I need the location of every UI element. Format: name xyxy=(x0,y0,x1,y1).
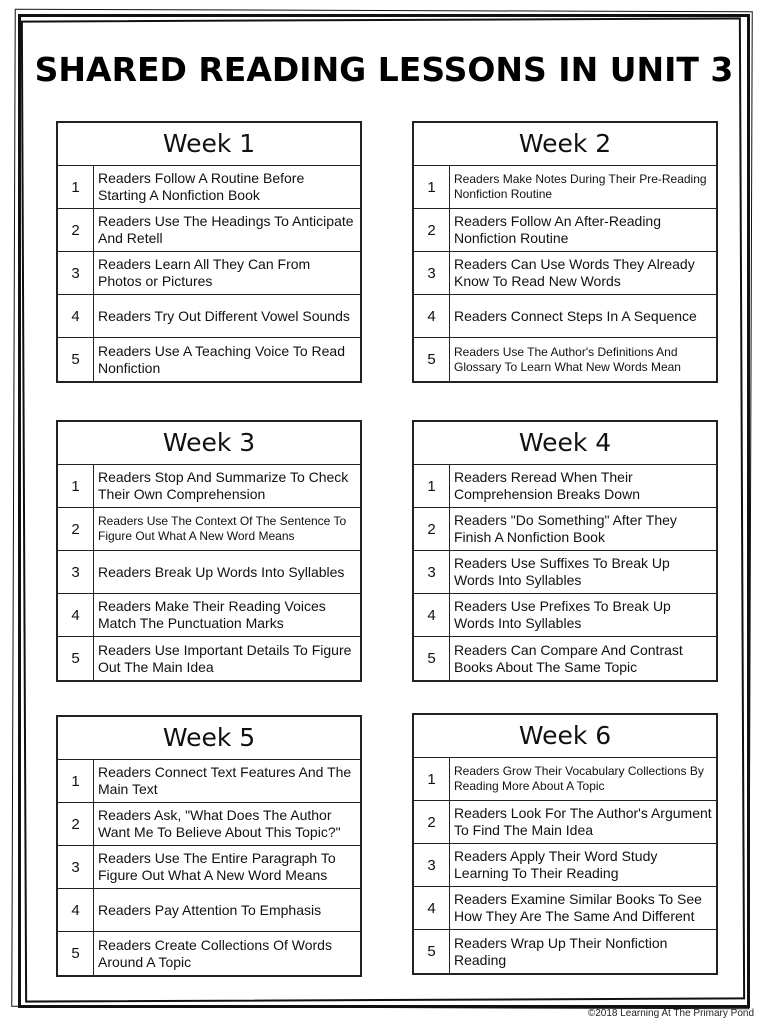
lesson-row xyxy=(58,338,360,381)
lesson-title: Readers Can Use Words They Already Know To Read New Words xyxy=(454,256,695,289)
lesson-row xyxy=(414,801,716,844)
week-table-1 xyxy=(56,121,362,383)
week-table-4 xyxy=(412,420,718,682)
lesson-row xyxy=(58,551,360,594)
lesson-number: 2 xyxy=(414,801,450,843)
week-table-3 xyxy=(56,420,362,682)
lesson-row xyxy=(414,295,716,338)
lesson-row xyxy=(414,252,716,295)
week-heading: Week 4 xyxy=(414,422,716,465)
lesson-row xyxy=(58,760,360,803)
lesson-number: 5 xyxy=(58,338,94,381)
lesson-number: 1 xyxy=(58,760,94,802)
lesson-number: 4 xyxy=(58,594,94,636)
lesson-number: 3 xyxy=(414,252,450,294)
lesson-title: Readers Use Prefixes To Break Up Words Into Syllables xyxy=(454,598,671,631)
lesson-number: 3 xyxy=(414,551,450,593)
lesson-number: 2 xyxy=(58,803,94,845)
lesson-number: 1 xyxy=(414,166,450,208)
lesson-row xyxy=(414,758,716,801)
lesson-row xyxy=(414,551,716,594)
lesson-title: Readers Follow An After-Reading Nonfiction Routine xyxy=(454,213,661,246)
lesson-title: Readers Use The Context Of The Sentence To Figure Out What A New Word Means xyxy=(98,514,347,543)
lesson-title: Readers Reread When Their Comprehension Breaks Down xyxy=(454,469,640,502)
lesson-row xyxy=(58,508,360,551)
lesson-title: Readers Grow Their Vocabulary Collections By Reading More About A Topic xyxy=(454,764,704,793)
lesson-title: Readers Wrap Up Their Nonfiction Reading xyxy=(454,934,668,968)
lesson-row xyxy=(58,252,360,295)
lesson-number: 2 xyxy=(58,508,94,550)
lesson-title: Readers Look For The Author's Argument To Find The Main Idea xyxy=(454,805,712,838)
lesson-title: Readers Follow A Routine Before Starting A Nonfiction Book xyxy=(98,170,305,203)
lesson-title: Readers Use A Teaching Voice To Read Nonfiction xyxy=(98,342,345,376)
week-table-5 xyxy=(56,715,362,977)
lesson-number: 4 xyxy=(414,295,450,337)
lesson-title: Readers Stop And Summarize To Check Their Own Comprehension xyxy=(98,469,349,502)
lesson-number: 2 xyxy=(58,209,94,251)
lesson-row xyxy=(414,844,716,887)
lesson-row xyxy=(414,508,716,551)
lesson-number: 3 xyxy=(58,252,94,294)
lesson-number: 4 xyxy=(58,295,94,337)
lesson-title: Readers Use Important Details To Figure Out The Main Idea xyxy=(98,641,352,675)
copyright-footer: ©2018 Learning At The Primary Pond xyxy=(587,1008,754,1019)
lesson-row xyxy=(414,465,716,508)
week-table-6 xyxy=(412,713,718,975)
lesson-number: 5 xyxy=(58,932,94,975)
lesson-title: Readers Break Up Words Into Syllables xyxy=(98,563,345,580)
lesson-number: 2 xyxy=(414,209,450,251)
lesson-number: 3 xyxy=(58,846,94,888)
lesson-number: 1 xyxy=(58,465,94,507)
lesson-title: Readers Ask, "What Does The Author Want Me To Believe About This Topic?" xyxy=(98,807,341,840)
lesson-row xyxy=(58,166,360,209)
lesson-title: Readers Make Notes During Their Pre-Reading Nonfiction Routine xyxy=(454,172,707,201)
lesson-row xyxy=(58,295,360,338)
lesson-row xyxy=(58,637,360,680)
lesson-number: 4 xyxy=(414,594,450,636)
lesson-number: 3 xyxy=(414,844,450,886)
lesson-row xyxy=(58,803,360,846)
lesson-row xyxy=(58,932,360,975)
lesson-number: 4 xyxy=(414,887,450,929)
lesson-row xyxy=(414,637,716,680)
lesson-number: 2 xyxy=(414,508,450,550)
lesson-title: Readers Use The Headings To Anticipate And Retell xyxy=(98,213,354,246)
lesson-title: Readers Connect Steps In A Sequence xyxy=(454,307,697,324)
week-table-2 xyxy=(412,121,718,383)
lesson-title: Readers Learn All They Can From Photos or Pictures xyxy=(98,256,311,289)
lesson-title: Readers Use Suffixes To Break Up Words Into Syllables xyxy=(454,555,670,588)
lesson-title: Readers Make Their Reading Voices Match The Punctuation Marks xyxy=(98,598,326,631)
lesson-row xyxy=(414,887,716,930)
lesson-title: Readers Can Compare And Contrast Books About The Same Topic xyxy=(454,641,683,675)
lesson-number: 5 xyxy=(414,338,450,381)
lesson-title: Readers Create Collections Of Words Around A Topic xyxy=(98,936,332,970)
lesson-number: 4 xyxy=(58,889,94,931)
lesson-number: 5 xyxy=(414,637,450,680)
week-heading: Week 6 xyxy=(414,715,716,758)
lesson-row xyxy=(58,465,360,508)
week-heading: Week 1 xyxy=(58,123,360,166)
lesson-number: 5 xyxy=(58,637,94,680)
lesson-title: Readers Apply Their Word Study Learning To Their Reading xyxy=(454,848,658,881)
page-title: SHARED READING LESSONS IN UNIT 3 xyxy=(34,50,734,89)
lesson-number: 1 xyxy=(414,758,450,800)
lesson-row xyxy=(414,594,716,637)
lesson-row xyxy=(414,930,716,973)
lesson-number: 1 xyxy=(414,465,450,507)
lesson-title: Readers Connect Text Features And The Main Text xyxy=(98,764,352,797)
lesson-row xyxy=(414,338,716,381)
lesson-row xyxy=(414,209,716,252)
week-heading: Week 2 xyxy=(414,123,716,166)
lesson-row xyxy=(58,209,360,252)
lesson-row xyxy=(58,889,360,932)
lesson-title: Readers Examine Similar Books To See How They Are The Same And Different xyxy=(454,891,702,924)
lesson-title: Readers Try Out Different Vowel Sounds xyxy=(98,307,350,324)
lesson-title: Readers Use The Author's Definitions And Glossary To Learn What New Words Mean xyxy=(454,344,681,374)
lesson-row xyxy=(58,594,360,637)
lesson-title: Readers Use The Entire Paragraph To Figure Out What A New Word Means xyxy=(98,850,336,883)
lesson-title: Readers "Do Something" After They Finish A Nonfiction Book xyxy=(454,512,677,545)
week-heading: Week 5 xyxy=(58,717,360,760)
lesson-row xyxy=(58,846,360,889)
lesson-number: 5 xyxy=(414,930,450,973)
week-heading: Week 3 xyxy=(58,422,360,465)
lesson-number: 1 xyxy=(58,166,94,208)
lesson-number: 3 xyxy=(58,551,94,593)
lesson-title: Readers Pay Attention To Emphasis xyxy=(98,901,322,918)
lesson-row xyxy=(414,166,716,209)
